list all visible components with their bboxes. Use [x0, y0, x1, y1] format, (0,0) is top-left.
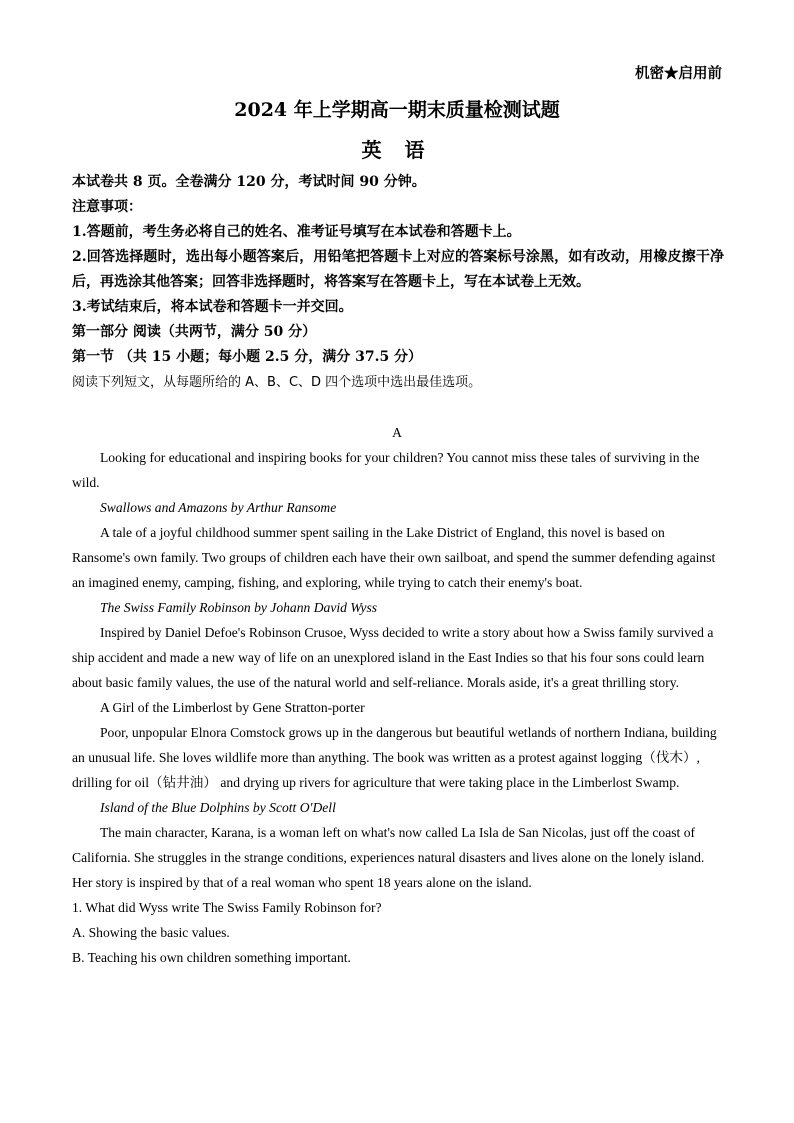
- section-heading: 第一节 （共 15 小题；每小题 2.5 分，满分 37.5 分）: [72, 349, 423, 365]
- book-description: Inspired by Daniel Defoe's Robinson Crusoe, Wyss decided to write a story about how a Swiss family survived a ship accident and made a new way of life on an unexplored island in the East Indies so that his four sons could learn about basic family values, the use of the natural world and self-reliance. Morals aside, it's a great thrilling story.: [72, 625, 714, 690]
- notice-item-3: 3.考试结束后，将本试卷和答题卡一并交回。: [72, 299, 353, 315]
- question-option: A. Showing the basic values.: [72, 925, 230, 940]
- passage-label: A: [392, 425, 402, 440]
- book-title: A Girl of the Limberlost by Gene Stratton-porter: [100, 700, 365, 715]
- notice-item-1: 1.答题前，考生务必将自己的姓名、准考证号填写在本试卷和答题卡上。: [72, 224, 521, 240]
- book-description: A tale of a joyful childhood summer spent sailing in the Lake District of England, this novel is based on Ransome's own family. Two groups of children each have their own sailboat, and spend the summer defending against an imagined enemy, camping, fishing, and exploring, while trying to catch their enemy's boat.: [72, 525, 716, 590]
- confidential-mark: 机密★启用前: [635, 65, 722, 82]
- directions: 阅读下列短文，从每题所给的 A、B、C、D 四个选项中选出最佳选项。: [72, 375, 482, 390]
- subject-title: 英 语: [361, 138, 433, 162]
- book-description: The main character, Karana, is a woman left on what's now called La Isla de San Nicolas, just off the coast of California. She struggles in the strange conditions, experiences natural disasters and lives alone on the lonely island. Her story is inspired by that of a real woman who spent 18 years alone on the island.: [72, 825, 705, 890]
- passage-intro: Looking for educational and inspiring books for your children? You cannot miss these tales of surviving in the wild.: [72, 450, 700, 490]
- reading-passage: [72, 420, 722, 970]
- notice-item-2: 2.回答选择题时，选出每小题答案后，用铅笔把答题卡上对应的答案标号涂黑，如有改动，用橡皮擦干净后，再选涂其他答案；回答非选择题时，将答案写在答题卡上，写在本试卷上无效。: [72, 249, 724, 290]
- question-stem: 1. What did Wyss write The Swiss Family Robinson for?: [72, 900, 382, 915]
- question-option: B. Teaching his own children something important.: [72, 950, 351, 965]
- exam-info: 本试卷共 8 页。全卷满分 120 分，考试时间 90 分钟。: [72, 174, 426, 190]
- book-title: Island of the Blue Dolphins by Scott O'Dell: [100, 800, 336, 815]
- exam-title: 2024 年上学期高一期末质量检测试题: [234, 99, 560, 121]
- instructions-block: [72, 170, 724, 395]
- part-heading: 第一部分 阅读（共两节，满分 50 分）: [72, 324, 317, 340]
- notice-heading: 注意事项：: [72, 199, 142, 215]
- book-description: Poor, unpopular Elnora Comstock grows up in the dangerous but beautiful wetlands of northern Indiana, building an unusual life. She loves wildlife more than anything. The book was written as a protest against logging（伐木）, drilling for oil（钻井油） and drying up rivers for agriculture that were taking place in the Limberlost Swamp.: [72, 725, 717, 790]
- book-title: Swallows and Amazons by Arthur Ransome: [100, 500, 337, 515]
- book-title: The Swiss Family Robinson by Johann David Wyss: [100, 600, 378, 615]
